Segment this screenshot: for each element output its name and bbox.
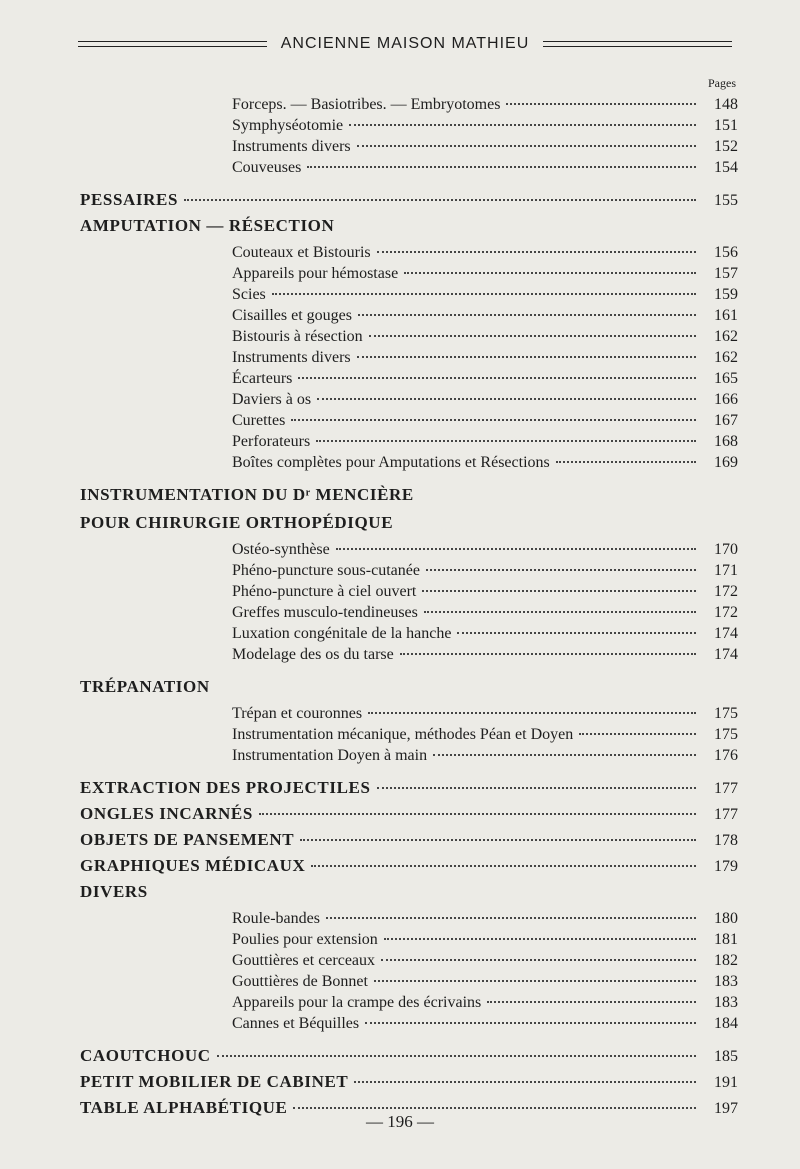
toc-entry-page: 178 [714, 832, 738, 849]
toc-entry [0, 583, 800, 604]
toc-entry-label: Instruments divers [232, 349, 351, 366]
toc-entry-label: INSTRUMENTATION DU Dʳ MENCIÈRE [80, 485, 414, 504]
dot-leader [400, 653, 696, 655]
toc-entry-label: POUR CHIRURGIE ORTHOPÉDIQUE [80, 513, 394, 532]
toc-entry-page: 183 [714, 994, 738, 1011]
toc-entry-label: OBJETS DE PANSEMENT [80, 830, 295, 849]
toc-category-heading [0, 216, 800, 244]
toc-entry [0, 433, 800, 454]
toc-spacer [0, 1036, 800, 1046]
toc-entry-page: 155 [714, 192, 738, 209]
toc-entry-page: 170 [714, 541, 738, 558]
toc-entry [0, 646, 800, 667]
toc-entry [0, 370, 800, 391]
toc-entry-label: AMPUTATION — RÉSECTION [80, 216, 335, 235]
dot-leader [336, 548, 696, 550]
toc-entry-page: 172 [714, 604, 738, 621]
toc-entry [0, 96, 800, 117]
dot-leader [487, 1001, 696, 1003]
toc-entry-page: 185 [714, 1048, 738, 1065]
toc-entry [0, 349, 800, 370]
toc-entry-label: EXTRACTION DES PROJECTILES [80, 778, 371, 797]
pages-column-label: Pages [708, 76, 736, 90]
dot-leader [354, 1081, 696, 1083]
toc-entry-label: Couteaux et Bistouris [232, 244, 371, 261]
toc-entry [0, 726, 800, 747]
toc-entry-page: 180 [714, 910, 738, 927]
toc-entry-page: 176 [714, 747, 738, 764]
toc-entry [0, 286, 800, 307]
dot-leader [357, 356, 696, 358]
toc-entry-page: 165 [714, 370, 738, 387]
table-of-contents [0, 96, 800, 1124]
toc-entry [0, 931, 800, 952]
toc-entry-page: 197 [714, 1100, 738, 1117]
dot-leader [424, 611, 696, 613]
toc-entry-label: Scies [232, 286, 266, 303]
toc-entry-page: 168 [714, 433, 738, 450]
toc-entry-label: Phéno-puncture à ciel ouvert [232, 583, 417, 600]
toc-entry [0, 1015, 800, 1036]
toc-entry-label: GRAPHIQUES MÉDICAUX [80, 856, 306, 875]
toc-entry-page: 172 [714, 583, 738, 600]
toc-entry-page: 148 [714, 96, 738, 113]
toc-entry-page: 171 [714, 562, 738, 579]
toc-entry [0, 159, 800, 180]
dot-leader [291, 419, 696, 421]
page-number: — 196 — [366, 1112, 434, 1131]
toc-entry-label: Curettes [232, 412, 286, 429]
toc-entry-label: Boîtes complètes pour Amputations et Résections [232, 454, 550, 471]
toc-entry [0, 454, 800, 475]
toc-entry-label: Gouttières de Bonnet [232, 973, 368, 990]
dot-leader [317, 398, 696, 400]
toc-entry-page: 182 [714, 952, 738, 969]
toc-section [0, 1046, 800, 1072]
toc-entry [0, 244, 800, 265]
toc-spacer [0, 475, 800, 485]
toc-entry [0, 705, 800, 726]
toc-entry [0, 747, 800, 768]
toc-entry [0, 412, 800, 433]
toc-entry-label: Ostéo-synthèse [232, 541, 330, 558]
toc-category-heading [0, 485, 800, 513]
toc-entry [0, 391, 800, 412]
toc-entry-label: Phéno-puncture sous-cutanée [232, 562, 420, 579]
header-title: ANCIENNE MAISON MATHIEU [280, 35, 530, 52]
toc-entry-page: 154 [714, 159, 738, 176]
dot-leader [311, 865, 696, 867]
dot-leader [300, 839, 696, 841]
dot-leader [381, 959, 696, 961]
toc-entry [0, 265, 800, 286]
toc-entry-page: 159 [714, 286, 738, 303]
toc-entry [0, 117, 800, 138]
toc-entry-label: Modelage des os du tarse [232, 646, 394, 663]
toc-entry [0, 604, 800, 625]
dot-leader [259, 813, 696, 815]
toc-entry-page: 162 [714, 349, 738, 366]
toc-entry [0, 994, 800, 1015]
toc-entry-label: Appareils pour hémostase [232, 265, 399, 282]
toc-entry-label: Bistouris à résection [232, 328, 363, 345]
dot-leader [298, 377, 696, 379]
dot-leader [579, 733, 696, 735]
dot-leader [433, 754, 696, 756]
toc-spacer [0, 667, 800, 677]
toc-entry-label: Appareils pour la crampe des écrivains [232, 994, 482, 1011]
toc-entry-label: CAOUTCHOUC [80, 1046, 211, 1065]
dot-leader [272, 293, 696, 295]
toc-spacer [0, 768, 800, 778]
toc-entry-label: Daviers à os [232, 391, 312, 408]
header-rule-right [543, 41, 732, 47]
dot-leader [217, 1055, 696, 1057]
toc-entry [0, 625, 800, 646]
toc-entry-page: 161 [714, 307, 738, 324]
dot-leader [506, 103, 696, 105]
toc-entry-label: Couveuses [232, 159, 302, 176]
dot-leader [316, 440, 696, 442]
toc-entry-page: 175 [714, 726, 738, 743]
dot-leader [357, 145, 696, 147]
running-header [78, 32, 732, 56]
toc-entry [0, 973, 800, 994]
toc-entry-page: 169 [714, 454, 738, 471]
toc-entry-page: 151 [714, 117, 738, 134]
toc-entry-label: Instruments divers [232, 138, 351, 155]
toc-entry [0, 562, 800, 583]
toc-entry-label: TRÉPANATION [80, 677, 210, 696]
toc-category-heading [0, 677, 800, 705]
toc-entry-label: PESSAIRES [80, 190, 178, 209]
dot-leader [365, 1022, 696, 1024]
toc-entry-page: 183 [714, 973, 738, 990]
toc-entry [0, 910, 800, 931]
toc-entry-label: Greffes musculo-tendineuses [232, 604, 418, 621]
dot-leader [326, 917, 696, 919]
toc-entry-page: 152 [714, 138, 738, 155]
toc-section [0, 190, 800, 216]
toc-entry-label: Cisailles et gouges [232, 307, 352, 324]
toc-section [0, 778, 800, 804]
toc-entry-label: Gouttières et cerceaux [232, 952, 376, 969]
toc-entry-page: 174 [714, 646, 738, 663]
toc-entry-page: 162 [714, 328, 738, 345]
dot-leader [349, 124, 696, 126]
toc-section [0, 804, 800, 830]
dot-leader [293, 1107, 696, 1109]
toc-entry-page: 167 [714, 412, 738, 429]
toc-entry-page: 177 [714, 806, 738, 823]
dot-leader [307, 166, 696, 168]
dot-leader [377, 787, 697, 789]
toc-entry-label: Écarteurs [232, 370, 293, 387]
toc-entry-page: 191 [714, 1074, 738, 1091]
dot-leader [556, 461, 696, 463]
dot-leader [368, 712, 696, 714]
toc-entry-page: 174 [714, 625, 738, 642]
toc-entry [0, 307, 800, 328]
toc-entry [0, 138, 800, 159]
toc-entry-label: Instrumentation Doyen à main [232, 747, 428, 764]
toc-entry-label: Forceps. — Basiotribes. — Embryotomes [232, 96, 501, 113]
toc-entry [0, 541, 800, 562]
toc-category-heading [0, 513, 800, 541]
toc-entry-page: 157 [714, 265, 738, 282]
toc-section [0, 1072, 800, 1098]
toc-entry-page: 156 [714, 244, 738, 261]
dot-leader [384, 938, 696, 940]
toc-entry-label: PETIT MOBILIER DE CABINET [80, 1072, 349, 1091]
toc-entry-page: 177 [714, 780, 738, 797]
toc-spacer [0, 180, 800, 190]
toc-entry-page: 166 [714, 391, 738, 408]
toc-entry-label: DIVERS [80, 882, 148, 901]
toc-entry-label: Perforateurs [232, 433, 311, 450]
toc-section [0, 830, 800, 856]
dot-leader [358, 314, 696, 316]
toc-entry [0, 952, 800, 973]
toc-entry-page: 184 [714, 1015, 738, 1032]
dot-leader [457, 632, 696, 634]
toc-entry-label: Roule-bandes [232, 910, 320, 927]
toc-entry-label: ONGLES INCARNÉS [80, 804, 253, 823]
toc-section [0, 856, 800, 882]
dot-leader [369, 335, 696, 337]
dot-leader [377, 251, 696, 253]
toc-entry-label: Instrumentation mécanique, méthodes Péan et Doyen [232, 726, 574, 743]
toc-entry-label: TABLE ALPHABÉTIQUE [80, 1098, 288, 1117]
toc-entry-label: Trépan et couronnes [232, 705, 363, 722]
dot-leader [404, 272, 696, 274]
toc-entry-page: 179 [714, 858, 738, 875]
dot-leader [374, 980, 696, 982]
toc-entry-page: 181 [714, 931, 738, 948]
toc-entry-page: 175 [714, 705, 738, 722]
dot-leader [184, 199, 696, 201]
toc-category-heading [0, 882, 800, 910]
toc-entry-label: Cannes et Béquilles [232, 1015, 360, 1032]
toc-entry-label: Poulies pour extension [232, 931, 378, 948]
toc-entry-label: Symphyséotomie [232, 117, 344, 134]
toc-entry [0, 328, 800, 349]
dot-leader [422, 590, 696, 592]
dot-leader [426, 569, 696, 571]
header-rule-left [78, 41, 267, 47]
toc-entry-label: Luxation congénitale de la hanche [232, 625, 452, 642]
